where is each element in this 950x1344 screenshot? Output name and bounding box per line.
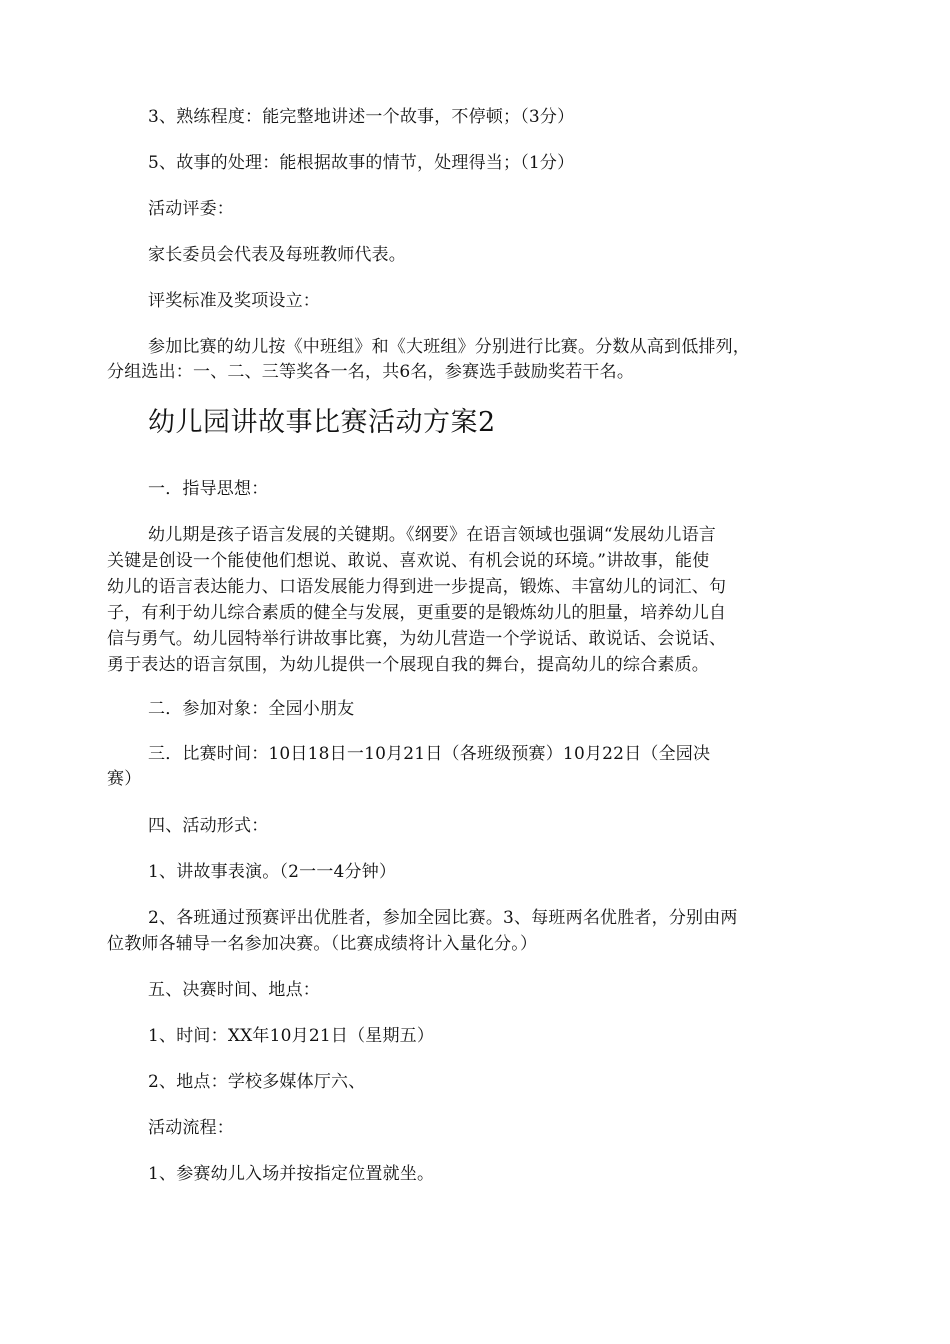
schedule-line-2: 赛） bbox=[107, 769, 142, 789]
format-item-1: 1、讲故事表演。（2一一4分钟） bbox=[148, 862, 397, 882]
guiding-idea-line-1: 幼儿期是孩子语言发展的关键期。《纲要》在语言领域也强调“发展幼儿语言 bbox=[148, 525, 716, 545]
criterion-handling: 5、故事的处理：能根据故事的情节，处理得当；（1分） bbox=[148, 153, 575, 173]
awards-text-line-2: 分组选出：一、二、三等奖各一名，共6名，参赛选手鼓励奖若干名。 bbox=[107, 362, 635, 382]
guiding-idea-line-4: 子，有利于幼儿综合素质的健全与发展，更重要的是锻炼幼儿的胆量，培养幼儿自 bbox=[107, 603, 727, 623]
judges-text: 家长委员会代表及每班教师代表。 bbox=[148, 245, 406, 265]
schedule-line-1: 三．比赛时间：10日18日一10月21日（各班级预赛）10月22日（全园决 bbox=[148, 744, 711, 764]
guiding-idea-line-6: 勇于表达的语言氛围，为幼儿提供一个展现自我的舞台，提高幼儿的综合素质。 bbox=[107, 655, 709, 675]
judges-heading: 活动评委： bbox=[148, 199, 234, 219]
awards-heading: 评奖标准及奖项设立： bbox=[148, 291, 320, 311]
final-time: 1、时间：XX年10月21日（星期五） bbox=[148, 1026, 435, 1046]
process-item-1: 1、参赛幼儿入场并按指定位置就坐。 bbox=[148, 1164, 435, 1184]
section-title: 幼儿园讲故事比赛活动方案2 bbox=[148, 407, 496, 438]
format-item-2-line-1: 2、各班通过预赛评出优胜者，参加全园比赛。3、每班两名优胜者，分别由两 bbox=[148, 908, 738, 928]
criterion-fluency: 3、熟练程度：能完整地讲述一个故事，不停顿；（3分） bbox=[148, 107, 575, 127]
guiding-idea-heading: 一．指导思想： bbox=[148, 479, 269, 499]
process-heading: 活动流程： bbox=[148, 1118, 234, 1138]
final-heading: 五、决赛时间、地点： bbox=[148, 980, 320, 1000]
guiding-idea-line-5: 信与勇气。幼儿园特举行讲故事比赛，为幼儿营造一个学说话、敢说话、会说话、 bbox=[107, 629, 727, 649]
format-item-2-line-2: 位教师各辅导一名参加决赛。（比赛成绩将计入量化分。） bbox=[107, 934, 538, 954]
participants: 二．参加对象：全园小朋友 bbox=[148, 699, 355, 719]
final-location: 2、地点：学校多媒体厅六、 bbox=[148, 1072, 366, 1092]
guiding-idea-line-3: 幼儿的语言表达能力、口语发展能力得到进一步提高，锻炼、丰富幼儿的词汇、句 bbox=[107, 577, 727, 597]
format-heading: 四、活动形式： bbox=[148, 816, 269, 836]
awards-text-line-1: 参加比赛的幼儿按《中班组》和《大班组》分别进行比赛。分数从高到低排列， bbox=[148, 337, 750, 357]
guiding-idea-line-2: 关键是创设一个能使他们想说、敢说、喜欢说、有机会说的环境。”讲故事，能使 bbox=[107, 551, 710, 571]
